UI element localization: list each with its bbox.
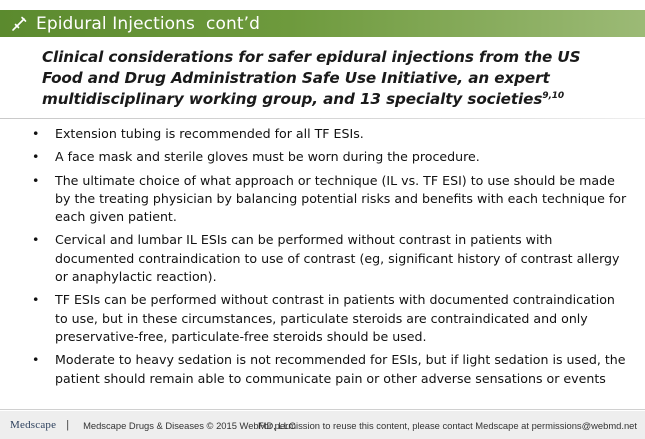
- bullet-dot: •: [32, 149, 40, 165]
- bullet-list: [30, 125, 630, 393]
- page-title: Epidural Injections cont’d: [36, 13, 260, 34]
- bullet-text: Extension tubing is recommended for all TF ESIs.: [55, 126, 364, 141]
- bullet-item: [30, 148, 630, 166]
- footer-separator: |: [66, 419, 70, 431]
- bullet-dot: •: [32, 172, 40, 188]
- bullet-text: TF ESIs can be performed without contrast in patients with documented contraindication to use, but in these circumstances, particulate steroids are contraindicated and only preservative-free, particulate-free steroids should be used.: [55, 292, 615, 344]
- bullet-text: The ultimate choice of what approach or technique (IL vs. TF ESI) to use should be made by the treating physician by balancing potential risks and benefits with each technique for each given patient.: [55, 172, 627, 225]
- bullet-dot: •: [32, 126, 40, 141]
- footer-divider: [0, 409, 645, 410]
- bullet-dot: •: [32, 292, 40, 308]
- bullet-item: [30, 231, 630, 286]
- bullet-dot: •: [32, 352, 40, 368]
- bullet-text: Moderate to heavy sedation is not recommended for ESIs, but if light sedation is used, the patient should remain able to communicate pain or other adverse sensations or events: [55, 352, 626, 386]
- bullet-item: [30, 125, 630, 143]
- slide-subtitle: [42, 47, 622, 110]
- footer: [0, 411, 645, 439]
- syringe-icon: [6, 10, 32, 37]
- bullet-dot: •: [32, 232, 40, 248]
- footer-permission-notice: For permission to reuse this content, please contact Medscape at permissions@webmd.net: [258, 419, 637, 431]
- bullet-item: [30, 172, 630, 227]
- bullet-item: [30, 351, 630, 388]
- medscape-logo: Medscape: [10, 419, 57, 431]
- subtitle-text: Clinical considerations for safer epidural injections from the US Food and Drug Administration Safe Use Initiative, an expert multidisciplinary working group, and 13 specialty societies: [42, 48, 581, 108]
- title-bar: [0, 10, 645, 37]
- bullet-text: Cervical and lumbar IL ESIs can be performed without contrast in patients with documented contraindication to use of contrast (eg, significant history of contrast allergy or anaphylactic reaction).: [55, 232, 620, 285]
- footer-copyright: Medscape Drugs & Diseases © 2015 WebMD, LLC: [83, 419, 296, 431]
- subtitle-citation: 9,10: [542, 90, 565, 101]
- bullet-item: [30, 291, 630, 346]
- bullet-text: A face mask and sterile gloves must be worn during the procedure.: [55, 149, 480, 165]
- subtitle-divider: [0, 118, 645, 119]
